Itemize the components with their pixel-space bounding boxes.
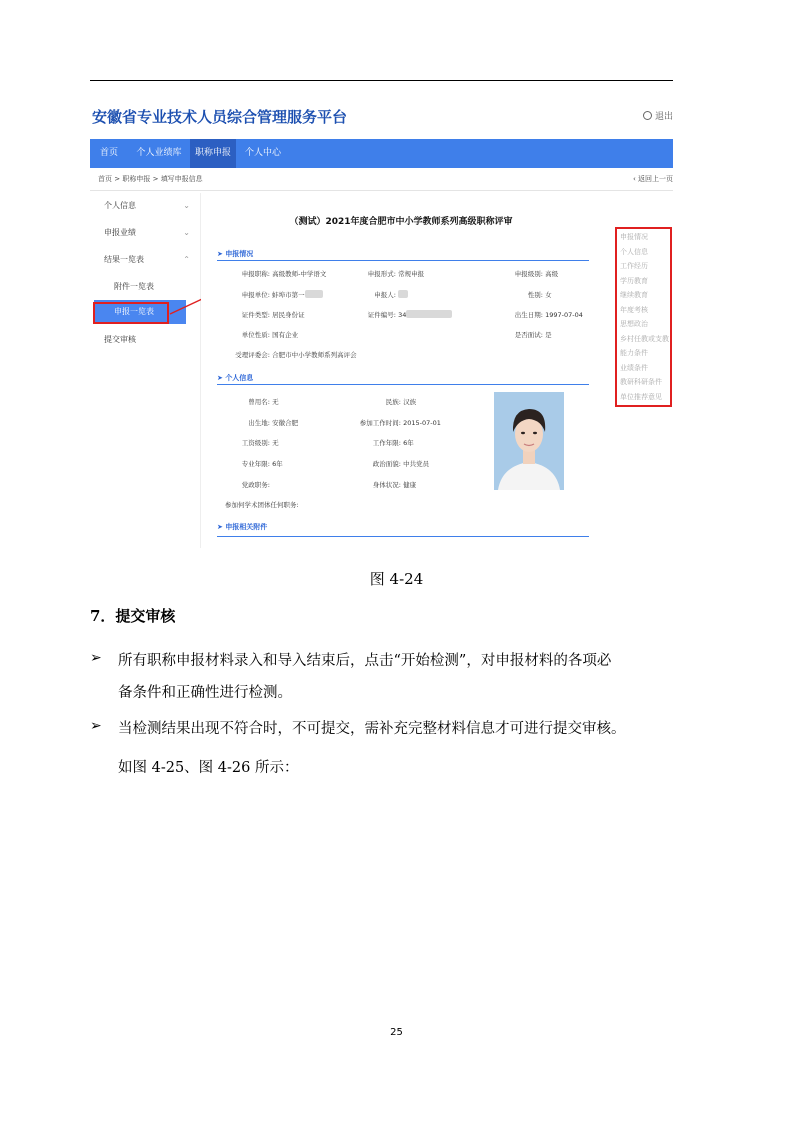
field-committee xyxy=(217,350,357,359)
field-label: 性别: xyxy=(527,291,543,299)
field-value: 无 xyxy=(272,439,279,447)
field-label: 出生日期: xyxy=(514,311,543,319)
field-label: 出生地: xyxy=(248,419,270,427)
top-nav xyxy=(90,139,673,168)
sidebar-item-submit[interactable]: 提交审核 xyxy=(104,335,136,344)
anchor-item[interactable]: 单位推荐意见 xyxy=(620,393,662,401)
field-spec-years xyxy=(217,459,283,468)
field-value: 安徽合肥 xyxy=(272,419,299,427)
field-value: 1997-07-04 xyxy=(545,311,583,319)
field-nature xyxy=(217,330,298,339)
field-label: 申报级别: xyxy=(514,270,543,278)
field-label: 申报单位: xyxy=(241,291,270,299)
chevron-up-icon: ⌃ xyxy=(183,255,190,264)
crumb-home[interactable]: 首页 xyxy=(98,175,112,183)
bullet-icon: ➢ xyxy=(90,650,102,666)
field-former-name xyxy=(217,397,279,406)
platform-title: 安徽省专业技术人员综合管理服务平台 xyxy=(92,108,348,126)
field-value: 6年 xyxy=(272,460,283,468)
sidebar-item-label: 申报业绩 xyxy=(104,228,136,237)
back-label: 返回上一页 xyxy=(638,175,673,183)
field-label: 民族: xyxy=(385,398,401,406)
field-value: 是 xyxy=(545,331,552,339)
sidebar-item-personal[interactable] xyxy=(90,193,200,219)
chevron-down-icon: ⌄ xyxy=(183,201,190,210)
field-value: 女 xyxy=(545,291,552,299)
section-title: 申报相关附件 xyxy=(225,523,268,531)
redacted-block xyxy=(398,290,408,298)
anchor-item[interactable]: 申报情况 xyxy=(620,233,648,241)
anchor-item[interactable]: 工作经历 xyxy=(620,262,648,270)
field-label: 党政职务: xyxy=(241,481,270,489)
sidebar-item-label: 个人信息 xyxy=(104,201,136,210)
anchor-item[interactable]: 学历教育 xyxy=(620,277,648,285)
sidebar-item-application-list[interactable]: 申报一览表 xyxy=(94,300,186,324)
field-party-post xyxy=(217,480,270,489)
field-birthplace xyxy=(217,418,298,427)
sidebar-item-attachments[interactable]: 附件一览表 xyxy=(114,282,154,291)
field-workstart xyxy=(346,418,441,427)
field-value: 34 xyxy=(398,311,407,319)
field-label: 工资级别: xyxy=(241,439,270,447)
field-value: 合肥市中小学教师系列高评会 xyxy=(272,351,357,359)
paragraph-line: 所有职称申报材料录入和导入结束后，点击“开始检测”，对申报材料的各项必 xyxy=(118,653,612,669)
anchor-item[interactable]: 业绩条件 xyxy=(620,364,648,372)
paragraph-line: 当检测结果出现不符合时，不可提交，需补充完整材料信息才可进行提交审核。 xyxy=(118,721,626,737)
field-value: 健康 xyxy=(403,481,417,489)
anchor-item[interactable]: 年度考核 xyxy=(620,306,648,314)
form-title: （测试）2021年度合肥市中小学教师系列高级职称评审 xyxy=(289,217,513,227)
breadcrumb xyxy=(90,168,673,191)
bullet-icon: ➢ xyxy=(90,718,102,734)
field-label: 单位性质: xyxy=(241,331,270,339)
field-label: 证件编号: xyxy=(367,311,396,319)
nav-home[interactable]: 首页 xyxy=(99,148,118,158)
field-academic xyxy=(225,500,299,509)
field-salary-level xyxy=(217,438,279,447)
field-interview xyxy=(501,330,552,339)
header-rule xyxy=(90,80,673,81)
section-divider xyxy=(217,384,589,385)
field-value: 居民身份证 xyxy=(272,311,305,319)
logout-label: 退出 xyxy=(654,112,673,122)
field-health xyxy=(346,480,416,489)
section-personal: ➤ 个人信息 xyxy=(217,374,254,382)
section-divider xyxy=(217,536,589,537)
anchor-item[interactable]: 教研科研条件 xyxy=(620,378,662,386)
field-value: 常规申报 xyxy=(398,270,425,278)
field-political xyxy=(346,459,429,468)
main-form xyxy=(201,193,601,548)
field-level xyxy=(501,269,558,278)
back-link[interactable]: ‹ 返回上一页 xyxy=(632,175,673,183)
field-value: 高级 xyxy=(545,270,559,278)
field-unit xyxy=(217,290,323,299)
field-value: 国有企业 xyxy=(272,331,299,339)
portrait-image xyxy=(494,392,564,490)
field-value: 无 xyxy=(272,398,279,406)
field-label: 证件类型: xyxy=(241,311,270,319)
field-label: 申报形式: xyxy=(367,270,396,278)
field-form xyxy=(346,269,424,278)
sidebar-item-results[interactable] xyxy=(90,247,200,273)
field-idtype xyxy=(217,310,305,319)
crumb-sep: > xyxy=(114,175,121,183)
field-label: 专业年限: xyxy=(241,460,270,468)
field-label: 受理评委会: xyxy=(235,351,270,359)
field-person xyxy=(346,290,408,299)
highlight-box xyxy=(93,302,169,324)
nav-title-application[interactable]: 职称申报 xyxy=(190,139,236,168)
screenshot-figure xyxy=(90,96,673,548)
page-number: 25 xyxy=(390,1027,403,1038)
figure-caption: 图 4-24 xyxy=(369,570,424,588)
field-label: 申报人: xyxy=(374,291,396,299)
field-value: 2015-07-01 xyxy=(403,419,441,427)
field-label: 参加工作时间: xyxy=(359,419,401,427)
power-icon xyxy=(643,111,652,120)
sidebar-item-achievements[interactable] xyxy=(90,220,200,246)
field-label: 政治面貌: xyxy=(372,460,401,468)
nav-personal-center[interactable]: 个人中心 xyxy=(244,148,281,158)
anchor-item[interactable]: 继续教育 xyxy=(620,291,648,299)
field-label: 申报职称: xyxy=(241,270,270,278)
anchor-item[interactable]: 乡村任教或支教 xyxy=(620,335,669,343)
section-heading: 7．提交审核 xyxy=(90,607,176,625)
field-value: 高级教师-中学语文 xyxy=(272,270,327,278)
field-birth xyxy=(501,310,583,319)
anchor-item[interactable]: 思想政治 xyxy=(620,320,648,328)
field-label: 是否面试: xyxy=(514,331,543,339)
redacted-block xyxy=(305,290,323,298)
section-shenbao: ➤ 申报情况 xyxy=(217,250,254,258)
field-label: 工作年限: xyxy=(372,439,401,447)
field-label: 曾用名: xyxy=(248,398,270,406)
field-idno xyxy=(346,310,452,319)
anchor-item[interactable]: 能力条件 xyxy=(620,349,648,357)
redacted-block xyxy=(406,310,452,318)
field-work-years xyxy=(346,438,414,447)
crumb-mid[interactable]: 职称申报 xyxy=(122,175,151,183)
field-value: 中共党员 xyxy=(403,460,430,468)
field-value: 汉族 xyxy=(403,398,417,406)
chevron-down-icon: ⌄ xyxy=(183,228,190,237)
section-title: 申报情况 xyxy=(225,250,254,258)
section-attachments: ➤ 申报相关附件 xyxy=(217,523,268,531)
sidebar xyxy=(90,193,201,548)
nav-achievements[interactable]: 个人业绩库 xyxy=(136,148,182,158)
field-post xyxy=(217,269,326,278)
id-photo xyxy=(494,392,564,490)
field-value: 6年 xyxy=(403,439,414,447)
crumb-sep: > xyxy=(152,175,159,183)
field-label: 身体状况: xyxy=(372,481,401,489)
section-title: 个人信息 xyxy=(225,374,254,382)
paragraph-line: 备条件和正确性进行检测。 xyxy=(118,685,292,701)
highlight-box xyxy=(615,227,672,407)
section-divider xyxy=(217,260,589,261)
field-label: 参加何学术团体任何职务: xyxy=(225,501,299,509)
sidebar-item-label: 结果一览表 xyxy=(104,255,144,264)
paragraph-line: 如图 4-25、图 4-26 所示： xyxy=(118,760,299,776)
logout-link[interactable] xyxy=(643,109,673,122)
field-value: 蚌埠市第一 xyxy=(272,291,305,299)
crumb-current: 填写申报信息 xyxy=(160,175,203,183)
anchor-item[interactable]: 个人信息 xyxy=(620,248,648,256)
field-gender xyxy=(501,290,552,299)
field-nation xyxy=(346,397,416,406)
